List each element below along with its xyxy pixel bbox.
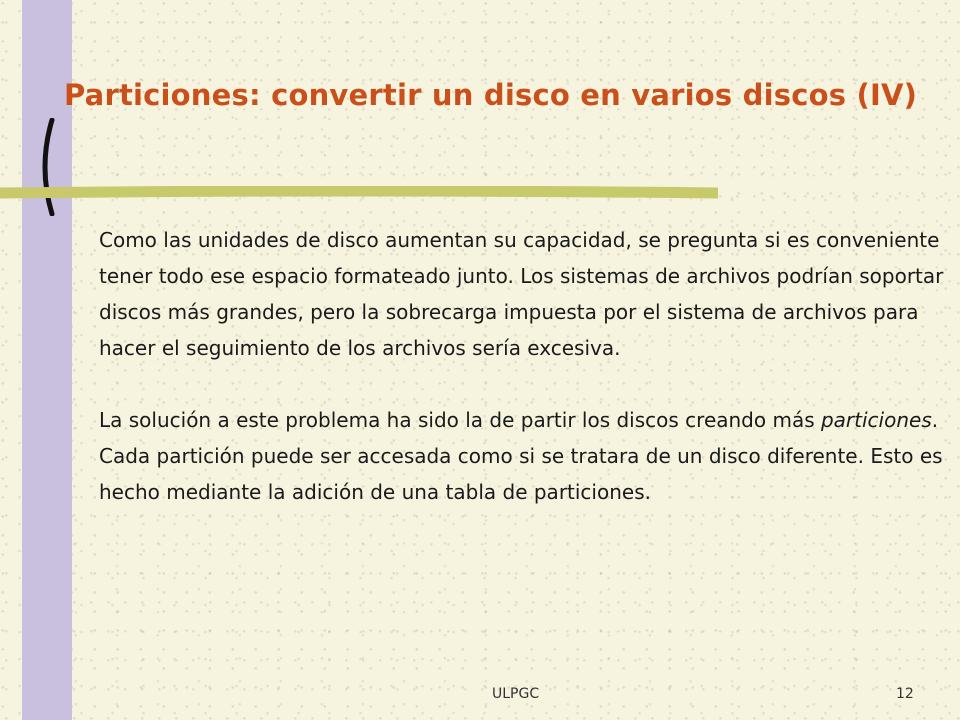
footer-organization: ULPGC — [492, 686, 540, 702]
paragraph-2 — [99, 402, 949, 510]
paragraph-2-end: . Cada partición puede ser accesada como si se tratara de un disco diferente. Esto es hecho mediante la adición de una tabla de particiones. — [99, 408, 943, 504]
paragraph-1: Como las unidades de disco aumentan su capacidad, se pregunta si es conveniente tener todo ese espacio formateado junto. Los sistemas de archivos podrían soportar discos más grandes, pero la sobrecarga impuesta por el sistema de archivos para hacer el seguimiento de los archivos sería excesiva. — [99, 228, 944, 360]
slide-title: Particiones: convertir un disco en varios discos (IV) — [64, 78, 918, 112]
slide-body — [99, 222, 949, 510]
accent-line — [0, 186, 718, 200]
page-number: 12 — [896, 686, 914, 702]
bracket-decoration — [34, 118, 56, 216]
paragraph-2-start: La solución a este problema ha sido la de partir los discos creando más — [99, 408, 821, 432]
emphasis-particiones: particiones — [820, 408, 932, 432]
